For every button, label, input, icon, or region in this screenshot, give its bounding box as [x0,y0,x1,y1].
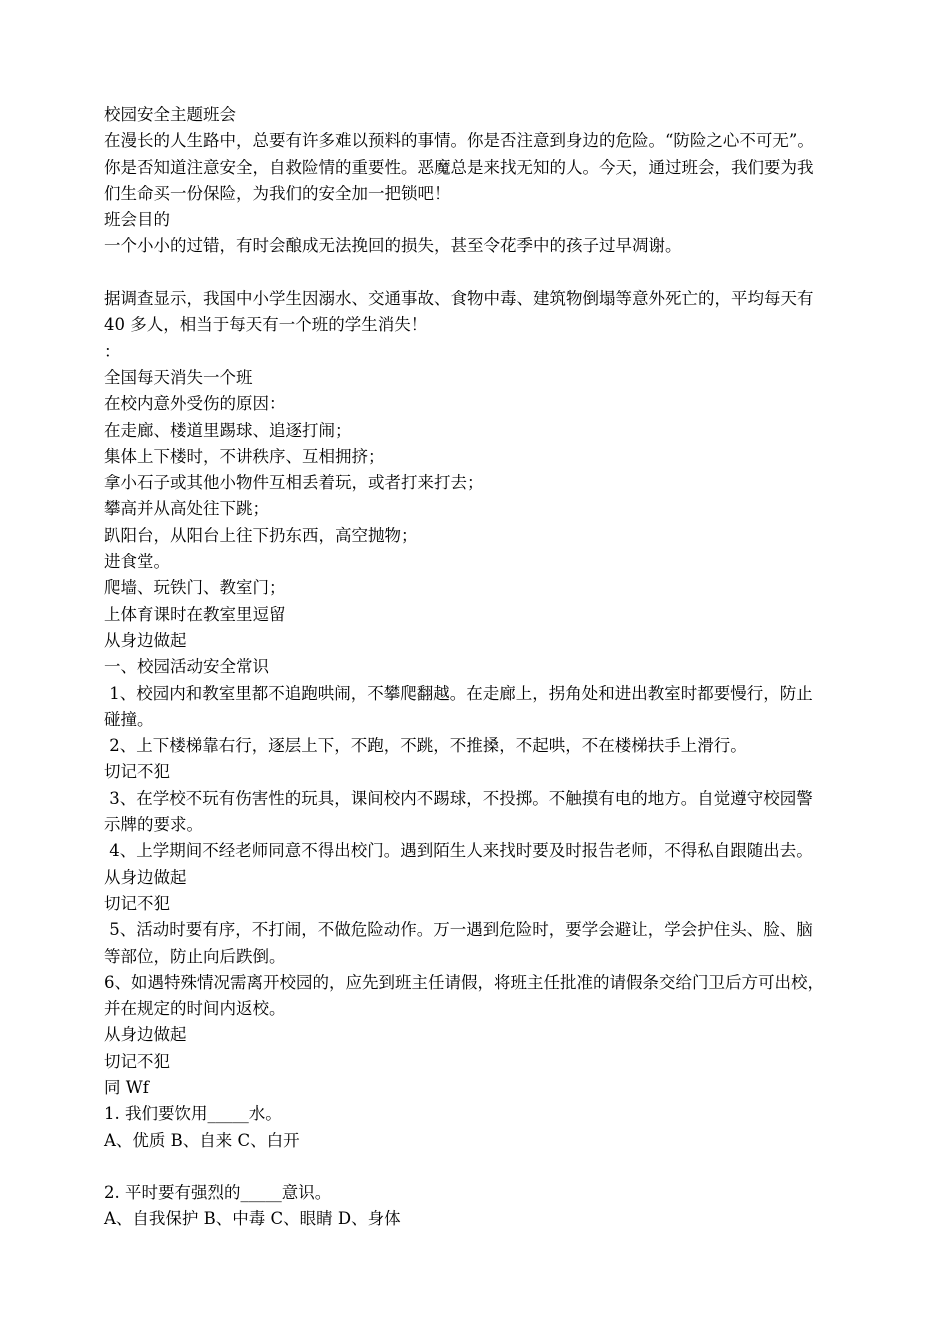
survey-line-1: 据调查显示，我国中小学生因溺水、交通事故、食物中毒、建筑物倒塌等意外死亡的，平均每天有 [104,289,814,309]
intro-line-1: 在漫长的人生路中，总要有许多难以预料的事情。你是否注意到身边的危险。“防险之心不可无”。 [104,131,814,151]
cause-item: 爬墙、玩铁门、教室门； [104,578,286,598]
start-from-self: 从身边做起 [104,867,187,887]
blank-line [104,1154,850,1180]
intro-line-3: 们生命买一份保险，为我们的安全加一把锁吧！ [104,183,451,203]
remember-line: 切记不犯 [104,893,170,913]
colon-line: ： [104,341,121,361]
rule-item: 2、上下楼梯靠右行，逐层上下，不跑，不跳，不推搡，不起哄，不在楼梯扶手上滑行。 [104,736,747,756]
document-body [104,102,850,1233]
remember-line: 切记不犯 [104,1051,170,1071]
causes-heading: 在校内意外受伤的原因： [104,394,286,414]
question-1: 1. 我们要饮用_____水。 [104,1104,282,1124]
cause-item: 集体上下楼时，不讲秩序、互相拥挤； [104,446,385,466]
purpose-text: 一个小小的过错，有时会酿成无法挽回的损失，甚至令花季中的孩子过早凋谢。 [104,236,682,256]
start-from-self: 从身边做起 [104,630,187,650]
start-from-self: 从身边做起 [104,1025,187,1045]
rule-item: 5、活动时要有序，不打闹，不做危险动作。万一遇到危险时，要学会避让，学会护住头、脸、脑 [104,920,813,940]
intro-line-2: 你是否知道注意安全，自救险情的重要性。恶魔总是来找无知的人。今天，通过班会，我们要为我 [104,157,814,177]
question-1-options: A、优质 B、自来 C、白开 [104,1130,300,1150]
cause-item: 趴阳台，从阳台上往下扔东西，高空抛物； [104,525,418,545]
rule-item: 1、校园内和教室里都不追跑哄闹，不攀爬翻越。在走廊上，拐角处和进出教室时都要慢行，防止 [104,683,813,703]
national-line: 全国每天消失一个班 [104,367,253,387]
rule-item-continued: 示牌的要求。 [104,815,203,835]
blank-line [104,260,850,286]
cause-item: 上体育课时在教室里逗留 [104,604,286,624]
purpose-heading: 班会目的 [104,210,170,230]
question-2: 2. 平时要有强烈的_____意识。 [104,1183,332,1203]
survey-line-2: 40 多人，相当于每天有一个班的学生消失！ [104,315,428,335]
rule-item-continued: 并在规定的时间内返校。 [104,999,286,1019]
cause-item: 进食堂。 [104,552,170,572]
rule-item-continued: 碰撞。 [104,709,154,729]
rule-item: 3、在学校不玩有伤害性的玩具，课间校内不踢球，不投掷。不触摸有电的地方。自觉遵守校园警 [104,788,813,808]
cause-item: 拿小石子或其他小物件互相丢着玩，或者打来打去； [104,473,484,493]
rule-item-continued: 等部位，防止向后跌倒。 [104,946,286,966]
misc-line: 同 Wf [104,1077,149,1097]
cause-item: 在走廊、楼道里踢球、追逐打闹； [104,420,352,440]
question-2-options: A、自我保护 B、中毒 C、眼睛 D、身体 [104,1209,401,1229]
section-heading: 一、校园活动安全常识 [104,657,269,677]
document-title: 校园安全主题班会 [104,105,236,124]
cause-item: 攀高并从高处往下跳； [104,499,269,519]
rule-item: 6、如遇特殊情况需离开校园的，应先到班主任请假，将班主任批准的请假条交给门卫后方可出校， [104,972,824,992]
rule-item: 4、上学期间不经老师同意不得出校门。遇到陌生人来找时要及时报告老师，不得私自跟随出去。 [104,841,813,861]
remember-line: 切记不犯 [104,762,170,782]
